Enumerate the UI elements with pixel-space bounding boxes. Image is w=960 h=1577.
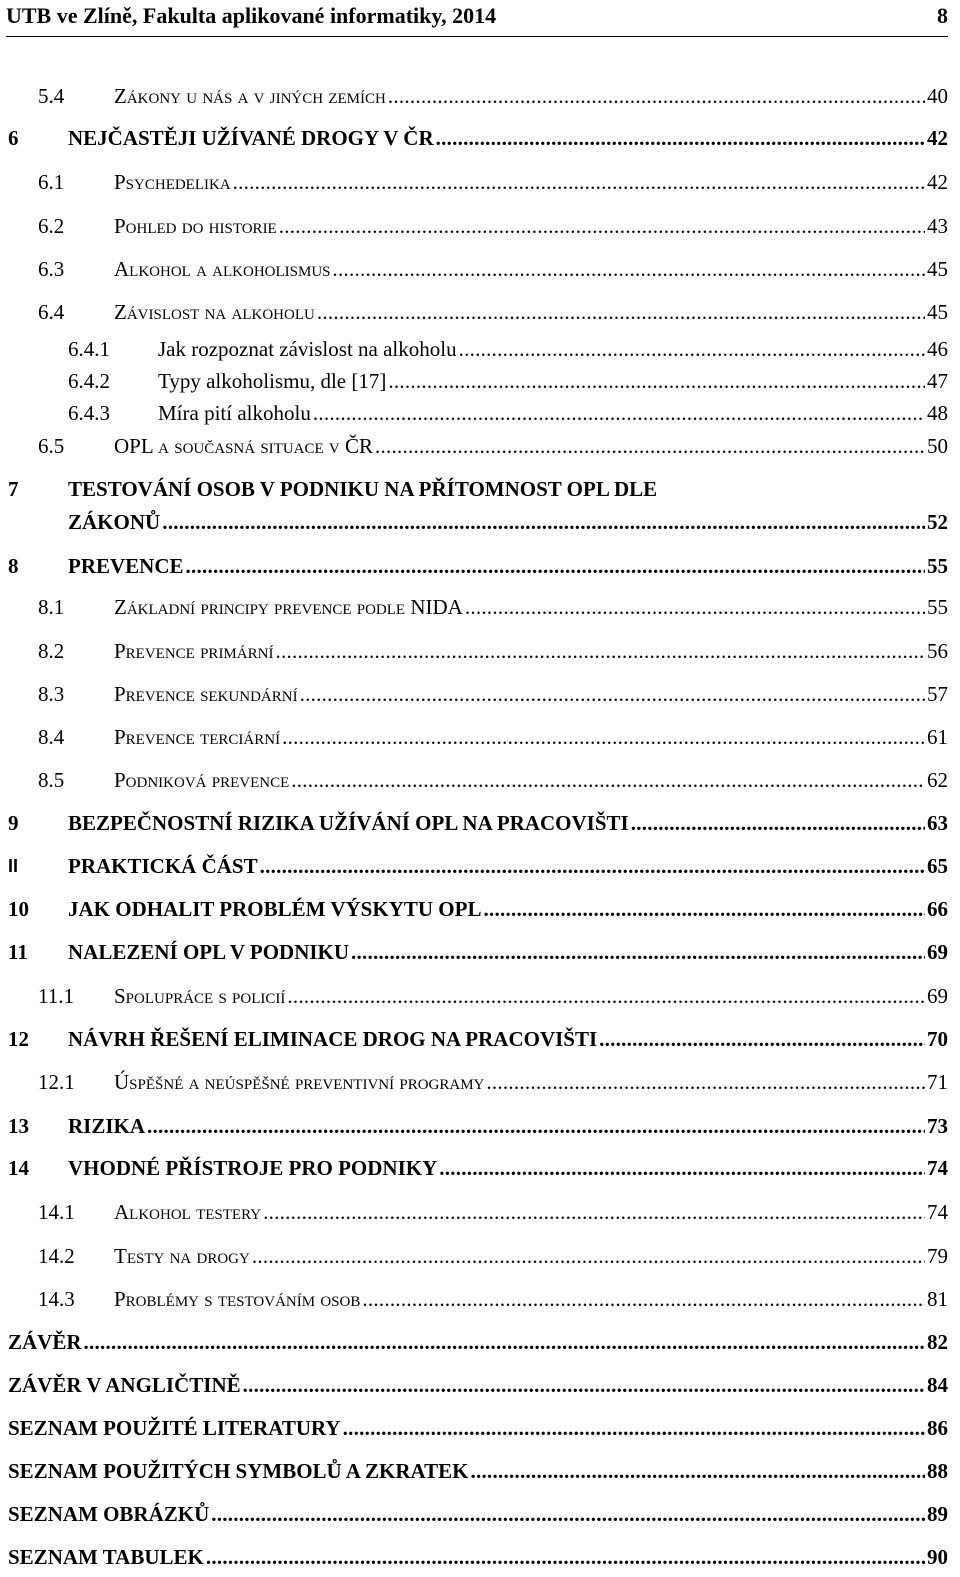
toc-entry-title: Základní principy prevence podle NIDA [114, 595, 463, 619]
toc-entry-title: NÁVRH ŘEŠENÍ ELIMINACE DROG NA PRACOVIŠTI [68, 1027, 598, 1051]
toc-entry[interactable] [0, 1240, 948, 1272]
toc-entry-number: 9 [8, 811, 19, 835]
dot-leader [343, 1412, 925, 1444]
toc-entry[interactable] [0, 850, 948, 882]
toc-entry-title: Závislost na alkoholu [114, 300, 315, 324]
dot-leader [351, 936, 925, 968]
toc-entry-title: Pohled do historie [114, 214, 277, 238]
toc-entry[interactable] [0, 893, 948, 925]
dot-leader [300, 678, 925, 710]
dot-leader [291, 764, 925, 796]
toc-entry-title: PRAKTICKÁ ČÁST [68, 854, 258, 878]
toc-entry-title: SEZNAM OBRÁZKŮ [8, 1502, 210, 1526]
toc-entry-title: Psychedelika [114, 170, 231, 194]
toc-entry-page: 45 [927, 257, 948, 281]
toc-entry-page: 55 [927, 554, 948, 578]
toc-entry-page: 65 [927, 854, 948, 878]
toc-entry-title: Prevence primární [114, 639, 274, 663]
toc-entry-title: SEZNAM POUŽITÉ LITERATURY [8, 1416, 341, 1440]
toc-entry-page: 57 [927, 682, 948, 706]
toc-entry-title: Problémy s testováním osob [114, 1287, 361, 1311]
toc-entry-number: 14.2 [38, 1244, 75, 1268]
toc-entry-number: 8.1 [38, 595, 65, 619]
dot-leader [333, 253, 926, 285]
toc-entry-title-continuation: ZÁKONŮ [68, 510, 161, 534]
toc-entry-number: 6.5 [38, 434, 65, 458]
toc-entry-number: 8.2 [38, 639, 65, 663]
dot-leader [388, 80, 925, 112]
toc-entry[interactable] [0, 980, 948, 1012]
toc-entry[interactable] [0, 678, 948, 710]
toc-entry-page: 46 [927, 337, 948, 361]
toc-entry-page: 88 [927, 1459, 948, 1483]
dot-leader [282, 721, 925, 753]
dot-leader [631, 807, 925, 839]
toc-entry[interactable] [0, 473, 948, 505]
toc-entry[interactable] [0, 807, 948, 839]
toc-entry-title: Míra pití alkoholu [158, 401, 311, 425]
toc-entry-title: BEZPEČNOSTNÍ RIZIKA UŽÍVÁNÍ OPL NA PRACOVIŠTI [68, 811, 629, 835]
toc-entry-title: PREVENCE [68, 554, 184, 578]
dot-leader [436, 122, 925, 154]
toc-entry-title: SEZNAM POUŽITÝCH SYMBOLŮ A ZKRATEK [8, 1459, 469, 1483]
toc-entry-number: 14.1 [38, 1200, 75, 1224]
toc-entry-title: NEJČASTĚJI UŽÍVANÉ DROGY V ČR [68, 126, 434, 150]
page-header [6, 0, 948, 37]
toc-entry-number: 7 [8, 477, 19, 501]
toc-entry-page: 71 [927, 1070, 948, 1094]
toc-entry-number: 6 [8, 126, 19, 150]
toc-entry[interactable] [0, 1326, 948, 1358]
toc-entry-page: 86 [927, 1416, 948, 1440]
dot-leader [317, 296, 925, 328]
dot-leader [599, 1023, 925, 1055]
toc-entry-number: 11 [8, 940, 28, 964]
toc-entry-number: 6.2 [38, 214, 65, 238]
toc-entry-page: 89 [927, 1502, 948, 1526]
toc-entry-number: 6.4 [38, 300, 65, 324]
toc-entry-number: 11.1 [38, 984, 74, 1008]
toc-entry-page: 69 [927, 940, 948, 964]
toc-entry[interactable] [0, 1412, 948, 1444]
dot-leader [243, 1369, 925, 1401]
toc-entry[interactable] [0, 635, 948, 667]
toc-entry[interactable] [0, 1023, 948, 1055]
toc-entry[interactable] [0, 122, 948, 154]
toc-entry-title: Úspěšné a neúspěšné preventivní programy [114, 1070, 485, 1094]
dot-leader [147, 1110, 925, 1142]
toc-entry-page: 62 [927, 768, 948, 792]
dot-leader [162, 506, 925, 538]
dot-leader [471, 1455, 925, 1487]
toc-entry[interactable] [0, 1498, 948, 1530]
toc-entry[interactable] [0, 550, 948, 582]
toc-entry-number: 6.3 [38, 257, 65, 281]
toc-entry-title: OPL a současná situace v ČR [114, 434, 374, 458]
dot-leader [459, 333, 925, 365]
header-page-number: 8 [937, 3, 948, 28]
toc-entry[interactable] [0, 166, 948, 198]
toc-entry-title: Jak rozpoznat závislost na alkoholu [158, 337, 457, 361]
dot-leader [465, 591, 925, 623]
toc-entry-number: 5.4 [38, 84, 65, 108]
toc-entry-title: Zákony u nás a v jiných zemích [114, 84, 386, 108]
toc-entry[interactable] [0, 333, 948, 365]
toc-entry-page: 50 [927, 434, 948, 458]
toc-entry[interactable] [0, 80, 948, 112]
toc-entry-number: 6.4.1 [68, 337, 110, 361]
toc-entry[interactable] [0, 1369, 948, 1401]
dot-leader [263, 1196, 925, 1228]
dot-leader [233, 166, 925, 198]
dot-leader [483, 893, 925, 925]
toc-entry[interactable] [0, 721, 948, 753]
toc-entry-number: 8.3 [38, 682, 65, 706]
toc-entry[interactable] [0, 1541, 948, 1573]
dot-leader [211, 1498, 925, 1530]
toc-entry-page: 81 [927, 1287, 948, 1311]
toc-entry-title: Prevence terciární [114, 725, 281, 749]
toc-entry[interactable] [0, 210, 948, 242]
dot-leader [84, 1326, 925, 1358]
toc-entry-page: 47 [927, 369, 948, 393]
toc-entry-title: ZÁVĚR [8, 1330, 82, 1354]
toc-entry-page: 52 [927, 510, 948, 534]
toc-entry-title: JAK ODHALIT PROBLÉM VÝSKYTU OPL [68, 897, 482, 921]
toc-entry[interactable] [0, 591, 948, 623]
toc-entry-page: 63 [927, 811, 948, 835]
toc-entry-page: 42 [927, 170, 948, 194]
toc-entry-page: 40 [927, 84, 948, 108]
toc-entry-number: 14.3 [38, 1287, 75, 1311]
toc-entry[interactable] [0, 1196, 948, 1228]
toc-entry-number: 8 [8, 554, 19, 578]
toc-entry-title: SEZNAM TABULEK [8, 1545, 204, 1569]
toc-entry[interactable] [0, 1066, 948, 1098]
dot-leader [313, 397, 925, 429]
toc-entry-number: II [8, 856, 19, 876]
toc-entry-number: 8.4 [38, 725, 65, 749]
toc-entry-page: 43 [927, 214, 948, 238]
toc-entry-page: 48 [927, 401, 948, 425]
toc-entry-page: 90 [927, 1545, 948, 1569]
toc-entry-number: 6.1 [38, 170, 65, 194]
toc-entry-continuation[interactable] [0, 506, 948, 538]
dot-leader [439, 1152, 925, 1184]
toc-entry-title: RIZIKA [68, 1114, 146, 1138]
toc-entry[interactable] [0, 1152, 948, 1184]
toc-entry-page: 45 [927, 300, 948, 324]
toc-entry-page: 73 [927, 1114, 948, 1138]
toc-entry[interactable] [0, 253, 948, 285]
dot-leader [388, 365, 925, 397]
toc-entry-page: 55 [927, 595, 948, 619]
toc-entry-title: TESTOVÁNÍ OSOB V PODNIKU NA PŘÍTOMNOST OPL DLE [68, 477, 658, 501]
toc-entry-title: NALEZENÍ OPL V PODNIKU [68, 940, 350, 964]
toc-entry-title: Spolupráce s policií [114, 984, 286, 1008]
toc-entry-title: ZÁVĚR V ANGLIČTINĚ [8, 1373, 241, 1397]
toc-entry-number: 12 [8, 1027, 29, 1051]
toc-entry-title: Prevence sekundární [114, 682, 298, 706]
dot-leader [375, 430, 925, 462]
toc-entry-page: 74 [927, 1200, 948, 1224]
toc-entry-page: 84 [927, 1373, 948, 1397]
toc-entry-title: Podniková prevence [114, 768, 290, 792]
toc-entry-number: 6.4.2 [68, 369, 110, 393]
toc-entry-number: 6.4.3 [68, 401, 110, 425]
toc-entry-number: 12.1 [38, 1070, 75, 1094]
toc-entry-title: VHODNÉ PŘÍSTROJE PRO PODNIKY [68, 1156, 438, 1180]
toc-entry[interactable] [0, 936, 948, 968]
dot-leader [486, 1066, 925, 1098]
dot-leader [186, 550, 925, 582]
toc-entry-page: 69 [927, 984, 948, 1008]
toc-entry-number: 10 [8, 897, 29, 921]
header-title: UTB ve Zlíně, Fakulta aplikované informatiky, 2014 [6, 3, 497, 28]
dot-leader [279, 210, 925, 242]
toc-entry-page: 42 [927, 126, 948, 150]
dot-leader [362, 1283, 925, 1315]
toc-entry-page: 82 [927, 1330, 948, 1354]
dot-leader [275, 635, 925, 667]
dot-leader [260, 850, 925, 882]
toc-entry-page: 61 [927, 725, 948, 749]
toc-entry[interactable] [0, 1110, 948, 1142]
toc-entry-title: Alkohol a alkoholismus [114, 257, 331, 281]
toc-entry[interactable] [0, 397, 948, 429]
dot-leader [252, 1240, 925, 1272]
toc-entry-page: 79 [927, 1244, 948, 1268]
toc-entry-number: 8.5 [38, 768, 65, 792]
toc-entry-title: Typy alkoholismu, dle [17] [158, 369, 387, 393]
toc-entry-number: 14 [8, 1156, 29, 1180]
toc-entry-number: 13 [8, 1114, 29, 1138]
toc-entry-page: 66 [927, 897, 948, 921]
toc-entry[interactable] [0, 365, 948, 397]
toc-entry[interactable] [0, 1283, 948, 1315]
toc-entry-page: 74 [927, 1156, 948, 1180]
toc-entry[interactable] [0, 764, 948, 796]
toc-entry-title: Alkohol testery [114, 1200, 262, 1224]
toc-entry-page: 70 [927, 1027, 948, 1051]
dot-leader [287, 980, 925, 1012]
toc-entry[interactable] [0, 1455, 948, 1487]
dot-leader [206, 1541, 925, 1573]
toc-entry[interactable] [0, 430, 948, 462]
toc-entry[interactable] [0, 296, 948, 328]
toc-entry-title: Testy na drogy [114, 1244, 250, 1268]
toc-entry-page: 56 [927, 639, 948, 663]
